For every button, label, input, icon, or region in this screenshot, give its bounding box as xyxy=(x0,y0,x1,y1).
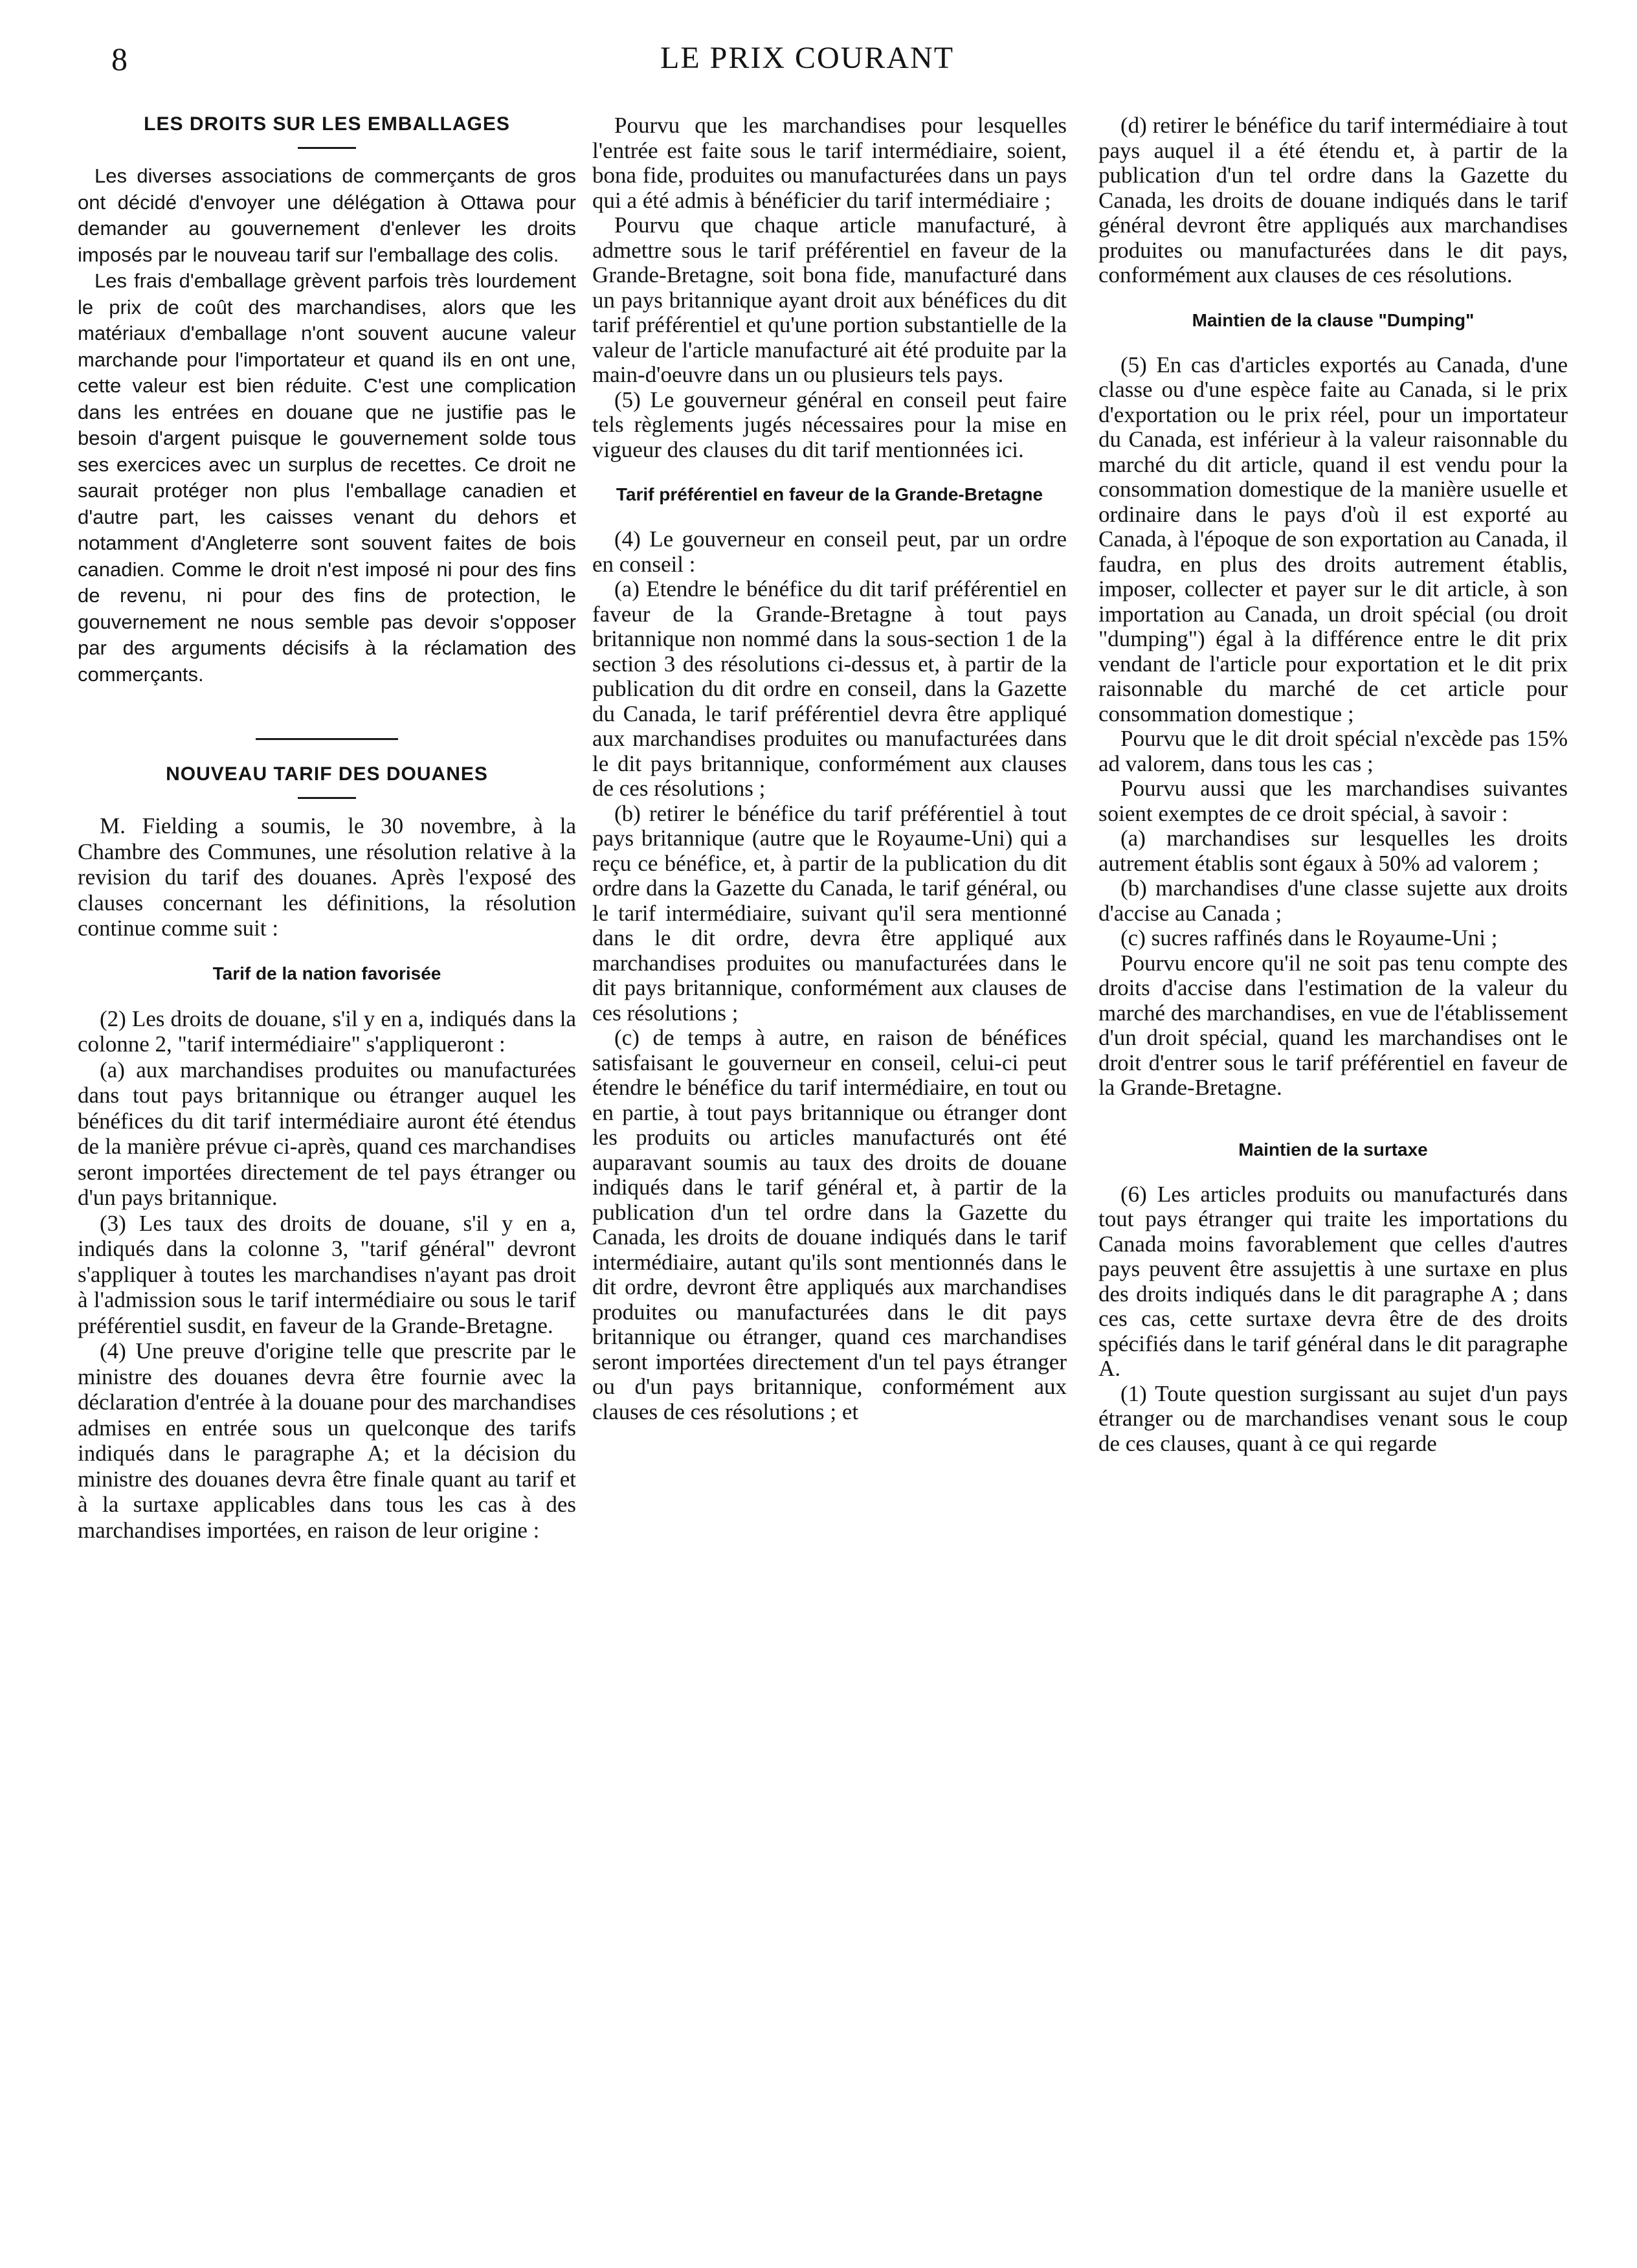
paragraph: (5) En cas d'articles exportés au Canada, d'une classe ou d'une espèce faite au Canada, si le prix d'exportation ou le prix réel, pour un importateur du Canada, est inférieur à la valeur raisonnable du marché du dit article, quand il est vendu pour la consommation domestique de la manière usuelle et ordinaire dans le pays d'où il est exporté au Canada, à l'époque de son exportation au Canada, il faudra, en plus des droits autrement établis, imposer, collecter et payer sur le dit article, à son importation au Canada, un droit spécial (ou droit "dumping") égal à la différence entre le dit prix vendant de l'article pour exportation et le dit prix raisonnable du marché de cet article pour consommation domestique ; xyxy=(1098,352,1568,726)
paragraph: Pourvu que les marchandises pour lesquelles l'entrée est faite sous le tarif intermédiaire, soient, bona fide, produites ou manufacturées dans un pays qui a été admis à bénéficier du tarif intermédiaire ; xyxy=(592,113,1067,213)
paragraph: (3) Les taux des droits de douane, s'il y en a, indiqués dans la colonne 3, "tarif général" devront s'appliquer à toutes les marchandises n'ayant pas droit à l'admission sous le tarif intermédiaire ou sous le tarif préférentiel susdit, en faveur de la Grande-Bretagne. xyxy=(78,1210,576,1338)
journal-title: LE PRIX COURANT xyxy=(660,41,955,75)
subheading-nation-favorisee: Tarif de la nation favorisée xyxy=(212,963,441,983)
paragraph: (c) de temps à autre, en raison de bénéfices satisfaisant le gouverneur en conseil, celui-ci peut étendre le bénéfice du tarif intermédiaire, en tout ou en partie, à tout pays britannique ou étranger dont les produits ou articles manufacturés ont été auparavant soumis au taux des droits de douane indiqués dans le tarif général et, à partir de la publication d'un tel ordre dans la Gazette du Canada, les droits de douane indiqués dans le tarif intermédiaire, autant qu'ils sont mentionnés dans le dit ordre, devront être appliqués aux marchandises produites ou manufacturées dans le dit pays britannique ou étranger, quand ces marchandises seront importées directement d'un tel pays étranger ou d'un pays britannique, conformément aux clauses de ces résolutions ; et xyxy=(592,1025,1067,1424)
paragraph: (c) sucres raffinés dans le Royaume-Uni ; xyxy=(1120,925,1498,950)
paragraph: Les diverses associations de commerçants de gros ont décidé d'envoyer une délégation à Ottawa pour demander au gouvernement d'enlever les droits imposés par le nouveau tarif sur l'emballage des colis. xyxy=(78,164,576,266)
paragraph: M. Fielding a soumis, le 30 novembre, à la Chambre des Communes, une résolution relative à la revision du tarif des douanes. Après l'exposé des clauses concernant les définitions, la résolution continue comme suit : xyxy=(78,813,576,941)
heading-rule xyxy=(298,147,356,149)
paragraph: (5) Le gouverneur général en conseil peut faire tels règlements jugés nécessaires pour la mise en vigueur des clauses du dit tarif mentionnées ici. xyxy=(592,387,1067,462)
article-heading-emballages: LES DROITS SUR LES EMBALLAGES xyxy=(144,113,510,135)
paragraph: (6) Les articles produits ou manufacturés dans tout pays étranger qui traite les importations du Canada moins favorablement que celles d'autres pays peuvent être assujettis à une surtaxe en plus des droits indiqués dans le dit paragraphe A ; dans ces cas, cette surtaxe devra être de des droits spécifiés dans le tarif général dans le dit paragraphe A. xyxy=(1098,1181,1568,1381)
paragraph: (1) Toute question surgissant au sujet d'un pays étranger ou de marchandises venant sous le coup de ces clauses, quant à ce qui regarde xyxy=(1098,1380,1568,1456)
subheading-dumping: Maintien de la clause "Dumping" xyxy=(1192,309,1475,330)
column-left xyxy=(78,113,576,1543)
paragraph: Pourvu aussi que les marchandises suivantes soient exemptes de ce droit spécial, à savoir : xyxy=(1098,776,1568,826)
heading-rule xyxy=(298,797,356,799)
paragraph: (2) Les droits de douane, s'il y en a, indiqués dans la colonne 2, "tarif intermédiaire" s'appliqueront : xyxy=(78,1005,576,1057)
section-divider xyxy=(256,738,398,740)
paragraph: (b) marchandises d'une classe sujette aux droits d'accise au Canada ; xyxy=(1098,875,1568,926)
page-header xyxy=(0,40,1637,85)
paragraph: Pourvu que le dit droit spécial n'excède pas 15% ad valorem, dans tous les cas ; xyxy=(1098,726,1568,776)
subheading-surtaxe: Maintien de la surtaxe xyxy=(1238,1139,1428,1160)
page-number: 8 xyxy=(111,41,128,77)
paragraph: Les frais d'emballage grèvent parfois très lourdement le prix de coût des marchandises, alors que les matériaux d'emballage n'ont souvent aucune valeur marchande pour l'importateur et quand ils en ont une, cette valeur est bien réduite. C'est une complication dans les entrées en douane que ne justifie pas le besoin d'argent puisque le gouvernement solde tous ses exercices avec un surplus de recettes. Ce droit ne saurait protéger non plus l'emballage canadien et d'autre part, les caisses venant du dehors et notamment d'Angleterre sont souvent faites de bois canadien. Comme le droit n'est imposé ni pour des fins de revenu, ni pour des fins de protection, le gouvernement ne nous semble pas devoir s'opposer par des arguments décisifs à la réclamation des commerçants. xyxy=(78,269,576,686)
paragraph: (a) aux marchandises produites ou manufacturées dans tout pays britannique ou étranger auquel les bénéfices du dit tarif intermédiaire auront été étendus de la manière prévue ci-après, quand ces marchandises seront importées directement de tel pays étranger ou d'un pays britannique. xyxy=(78,1057,576,1210)
paragraph: (a) marchandises sur lesquelles les droits autrement établis sont égaux à 50% ad valorem ; xyxy=(1098,825,1568,876)
paragraph: Pourvu encore qu'il ne soit pas tenu compte des droits d'accise dans l'estimation de la valeur du marché des marchandises, en vue de l'établissement d'un droit spécial, quand les marchandises ont le droit d'entrer sous le tarif préférentiel en faveur de la Grande-Bretagne. xyxy=(1098,950,1568,1100)
paragraph: (a) Etendre le bénéfice du dit tarif préférentiel en faveur de la Grande-Bretagne à tout pays britannique non nommé dans la sous-section 1 de la section 3 des résolutions ci-dessus et, à partir de la publication du dit ordre en conseil, dans la Gazette du Canada, le tarif préférentiel devra être appliqué aux marchandises produites ou manufacturées dans le dit pays britannique, conformément aux clauses de ces résolutions ; xyxy=(592,576,1067,801)
column-right xyxy=(1098,113,1568,1456)
paragraph: (b) retirer le bénéfice du tarif préférentiel à tout pays britannique (autre que le Royaume-Uni) qui a reçu ce bénéfice, et, à partir de la publication du dit ordre dans la Gazette du Canada, le tarif général, ou le tarif intermédiaire, suivant qu'il sera mentionné dans le dit ordre, devra être appliqué aux marchandises produites ou manufacturées dans le dit pays britannique, conformément aux clauses de ces résolutions ; xyxy=(592,800,1067,1026)
article-heading-tarif: NOUVEAU TARIF DES DOUANES xyxy=(166,763,488,785)
subheading-tarif-preferentiel: Tarif préférentiel en faveur de la Grande-Bretagne xyxy=(616,484,1043,504)
paragraph: (4) Une preuve d'origine telle que prescrite par le ministre des douanes devra être fournie avec la déclaration d'entrée à la douane pour des marchandises admises en entrée sous un quelconque des tarifs indiqués dans le paragraphe A; et la décision du ministre des douanes devra être finale quant au tarif et à la surtaxe applicables dans tous les cas à des marchandises importées, en raison de leur origine : xyxy=(78,1338,576,1543)
column-middle xyxy=(592,113,1067,1424)
paragraph: Pourvu que chaque article manufacturé, à admettre sous le tarif préférentiel en faveur de la Grande-Bretagne, soit bona fide, manufacturé dans un pays britannique ayant droit aux bénéfices du dit tarif préférentiel et qu'une portion substantielle de la valeur de l'article manufacturé ait été produite par la main-d'oeuvre dans un ou plusieurs tels pays. xyxy=(592,212,1067,387)
paragraph: (4) Le gouverneur en conseil peut, par un ordre en conseil : xyxy=(592,526,1067,577)
paragraph: (d) retirer le bénéfice du tarif intermédiaire à tout pays auquel il a été étendu et, à partir de la publication d'un tel ordre dans la Gazette du Canada, les droits de douane indiqués dans le tarif général devront être appliqués aux marchandises produites ou manufacturées dans le dit pays, conformément aux clauses de ces résolutions. xyxy=(1098,113,1568,287)
